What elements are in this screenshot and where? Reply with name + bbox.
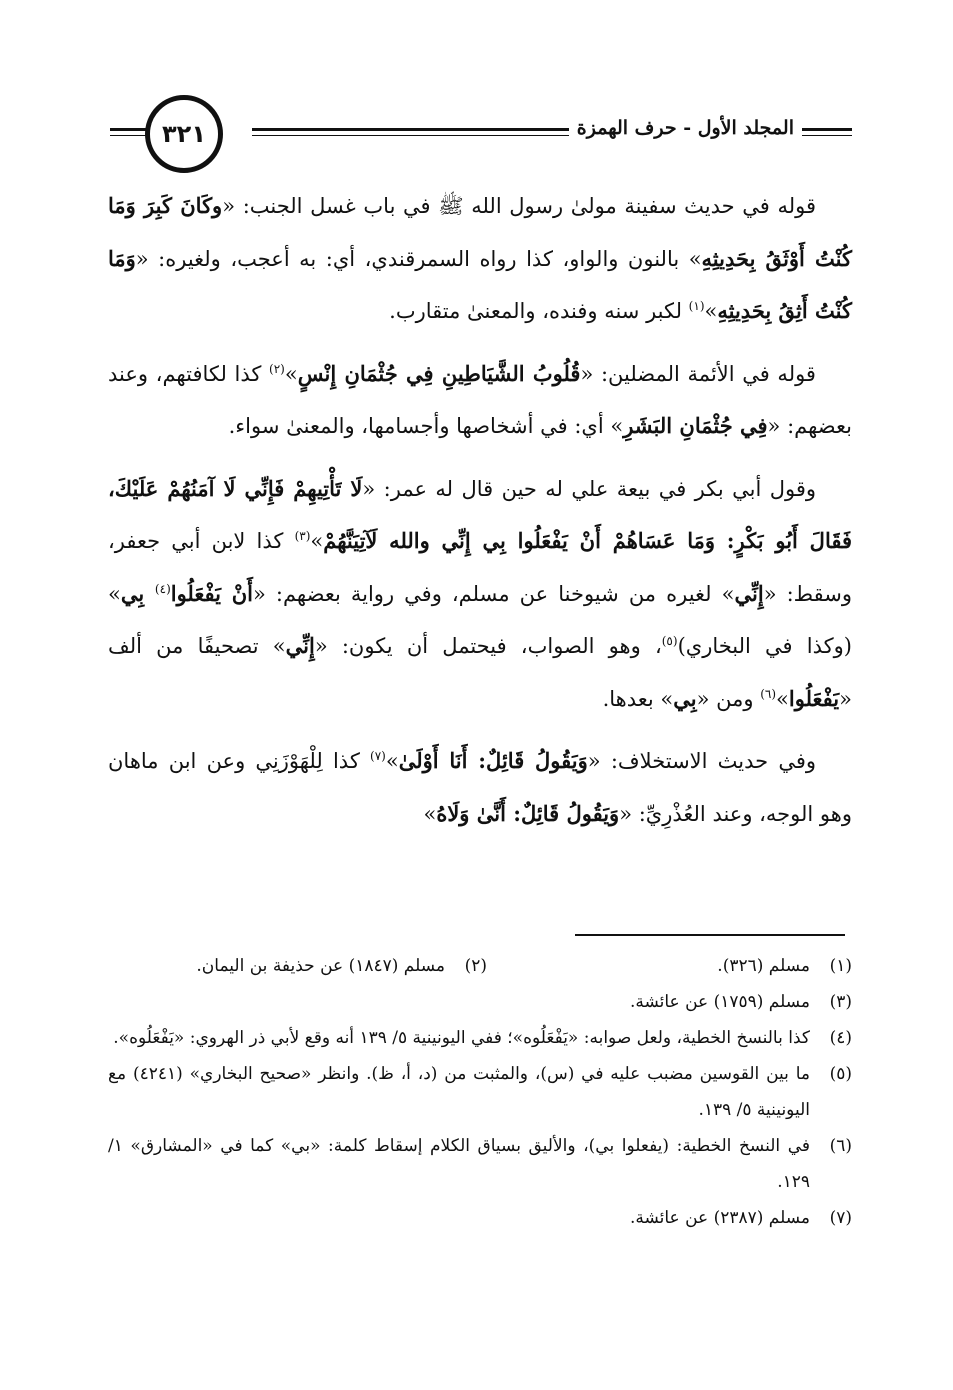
- footnote-number: (٦): [829, 1136, 852, 1156]
- footnote-divider: [575, 934, 845, 936]
- footnote-text: مسلم (١٨٤٧) عن حذيفة بن اليمان.: [196, 956, 445, 976]
- footnotes: [108, 948, 852, 1236]
- page-number: ٣٢١: [162, 120, 206, 148]
- footnote-6: [108, 1128, 852, 1200]
- footnote-text: مسلم (٣٢٦).: [717, 956, 810, 976]
- footnote-ref[interactable]: (٣): [294, 529, 311, 543]
- page-header: [110, 95, 852, 185]
- footnote-ref[interactable]: (١): [688, 299, 705, 313]
- footnote-ref[interactable]: (٤): [154, 581, 171, 596]
- footnote-3: [108, 984, 852, 1020]
- footnote-text: ما بين القوسين مضبب عليه في (س)، والمثبت من (د، أ، ظ). وانظر «صحيح البخاري» (٤٢٤١) مع اليونينية ٥/ ١٣٩.: [108, 1064, 810, 1120]
- footnote-ref[interactable]: (٧): [370, 749, 386, 763]
- footnote-text: مسلم (٢٣٨٧) عن عائشة.: [629, 1208, 810, 1228]
- footnote-1: [487, 948, 852, 984]
- footnote-5: [108, 1056, 852, 1128]
- paragraph-4: وفي حديث الاستخلاف: «وَيَقُولُ قَائِلٌ: أَنَا أَوْلَىٰ»$^{(٧)}$ كذا لِلْهَوْزَنِي وعن ابن ماهان وهو الوجه، وعند العُذْرِيِّ: «وَيَقُولُ قَائِلٌ: أَنَّىٰ وَلَاهُ»: [108, 748, 852, 826]
- footnote-number: (١): [829, 956, 852, 976]
- footnote-number: (٤): [829, 1028, 852, 1048]
- page-number-badge: [145, 95, 223, 173]
- footnote-ref[interactable]: (٢): [269, 361, 285, 376]
- footnote-ref[interactable]: (٦): [760, 686, 777, 701]
- main-text: [108, 180, 852, 850]
- paragraph-3: وقول أبي بكر في بيعة علي له حين قال له عمر: «لَا تَأْتِيهِمْ فَإِنِّي لَا آمَنُهُمْ عَلَيْكَ، فَقَالَ أَبُو بَكْرٍ: وَمَا عَسَاهُمْ أَنْ يَفْعَلُوا بِي إِنِّي والله لَآتِيَنَّهُمْ»$^{(٣)}$ كذا لابن أبي جعفر، وسقط: «إِنِّي» لغيره من شيوخنا عن مسلم، وفي رواية بعضهم: «أَنْ يَفْعَلُوا$^{(٤)}$ بِي» (وكذا في البخاري)$^{(٥)}$، وهو الصواب، فيحتمل أن يكون: «إِنِّي» تصحيفًا من ألف «يَفْعَلُوا»$^{(٦)}$ ومن «بِي» بعدها.: [108, 475, 852, 711]
- footnote-number: (٧): [829, 1208, 852, 1228]
- footnote-row: [108, 948, 852, 984]
- paragraph-1: قوله في حديث سفينة مولىٰ رسول الله ﷺ في باب غسل الجنب: «وكَانَ كَبِرَ وَمَا كُنْتُ أَوْثَقُ بِحَدِيثِهِ» بالنون والواو، كذا رواه السمرقندي، أي: به أعجب، ولغيره: «وَمَا كُنْتُ أَثِقُ بِحَدِيثِهِ»$^{(١)}$ لكبر سنه وفنده، والمعنىٰ متقارب.: [108, 193, 852, 323]
- footnote-text: مسلم (١٧٥٩) عن عائشة.: [629, 992, 810, 1012]
- footnote-ref[interactable]: (٥): [661, 634, 678, 648]
- footnote-2: [196, 948, 487, 984]
- running-title: المجلد الأول - حرف الهمزة: [569, 117, 802, 139]
- footnote-number: (٢): [464, 956, 487, 976]
- footnote-number: (٥): [829, 1064, 852, 1084]
- footnote-text: في النسخ الخطية: (يفعلوا بي)، والأليق بسياق الكلام إسقاط كلمة: «بي» كما في «المشارق» ١/ ١٢٩.: [108, 1136, 810, 1192]
- footnote-number: (٣): [829, 992, 852, 1012]
- paragraph-2: قوله في الأئمة المضلين: «قُلُوبُ الشَّيَاطِينِ فِي جُثْمَانِ إِنْسٍ»$^{(٢)}$ كذا لكافتهم، وعند بعضهم: «فِي جُثْمَانِ البَشَرِ» أي: في أشخاصها وأجسامها، والمعنىٰ سواء.: [108, 360, 852, 438]
- footnote-text: كذا بالنسخ الخطية، ولعل صوابه: «يَفْعَلُوه»؛ ففي اليونينية ٥/ ١٣٩ أنه وقع لأبي ذر الهروي: «يَفْعَلُوه».: [113, 1028, 810, 1048]
- footnote-7: [108, 1200, 852, 1236]
- footnote-4: [108, 1020, 852, 1056]
